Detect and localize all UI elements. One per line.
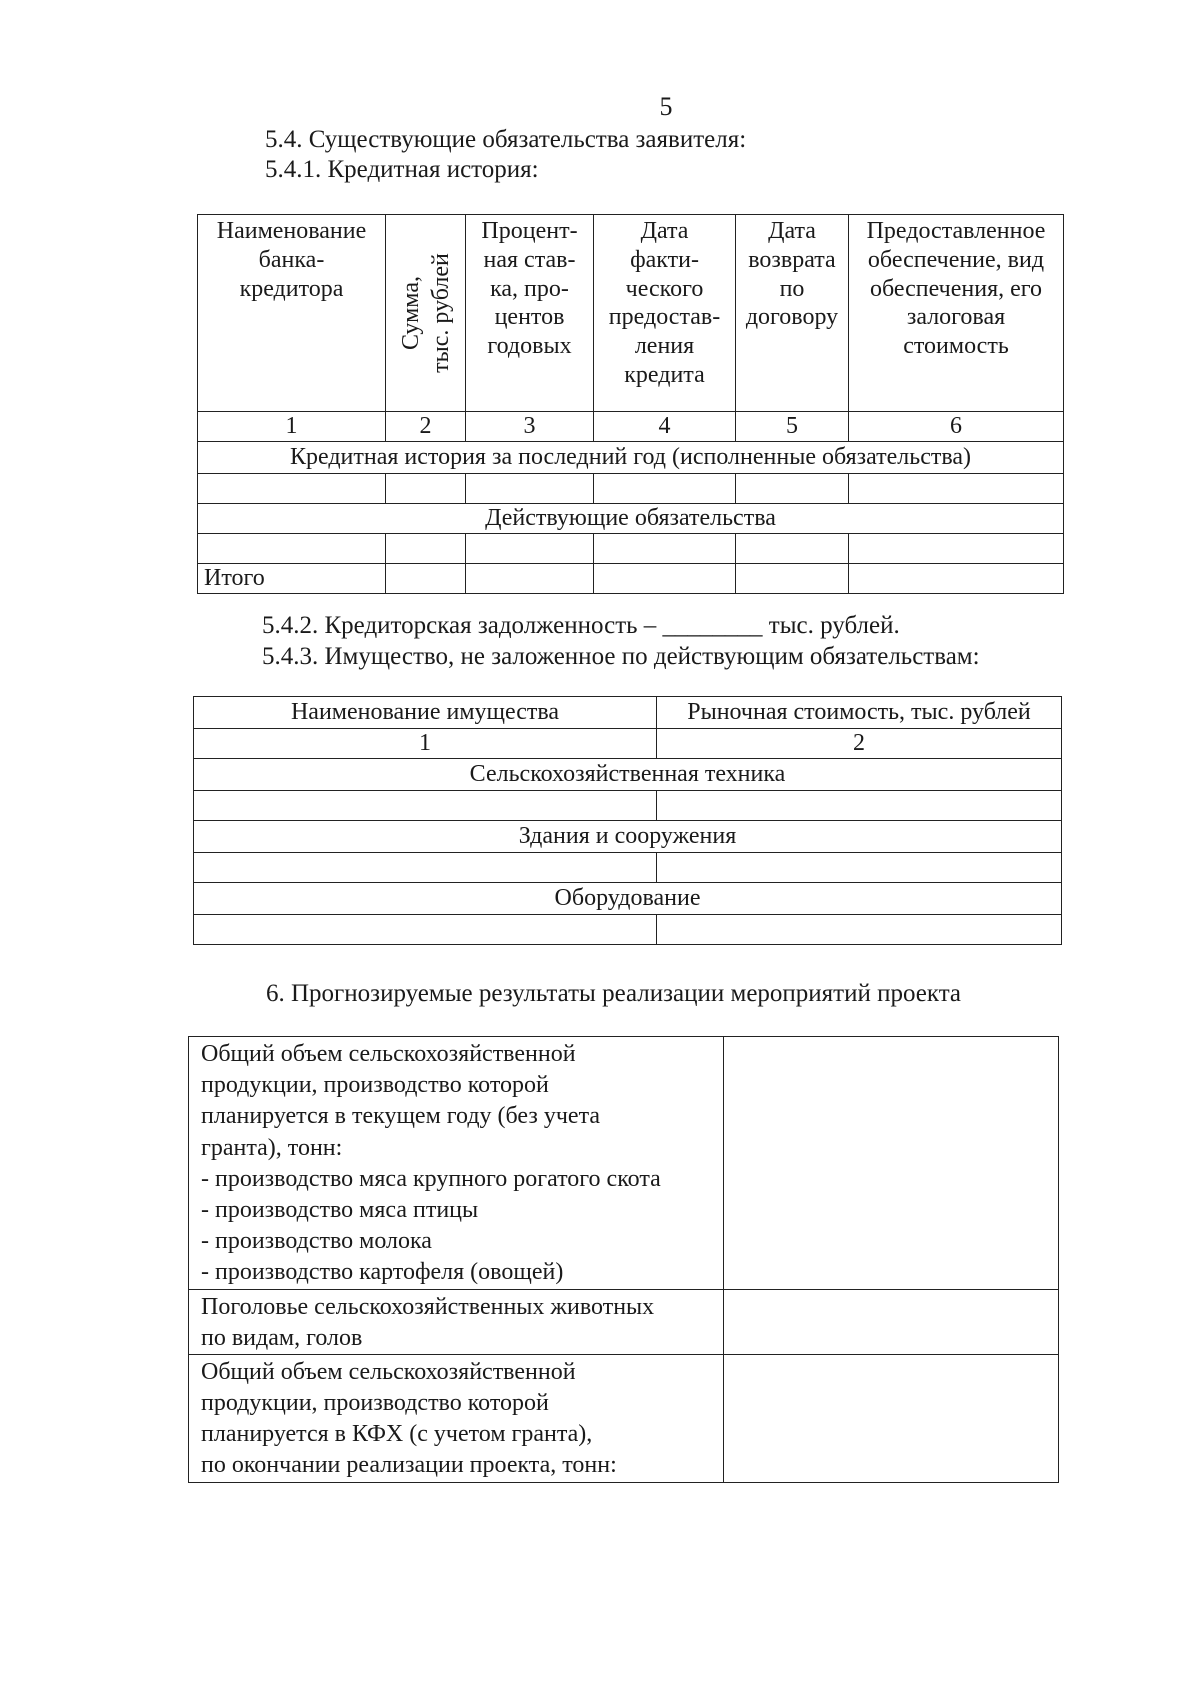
row-current-year-production: Общий объем сельскохозяйственной продукции, производство которой планируется в текущем году (без учета гранта), тонн: - производство мяса крупного рогатого скота - производство мяса птицы - производство молока - производство картофеля (овощей): [189, 1037, 724, 1290]
table-row: [194, 790, 1062, 820]
total-row: [198, 563, 1064, 593]
section-5-4-1-heading: 5.4.1. Кредитная история:: [265, 156, 539, 183]
creditor-debt-line: [262, 612, 900, 640]
section-6-heading: 6. Прогнозируемые результаты реализации мероприятий проекта: [266, 980, 962, 1007]
page-number: 5: [659, 92, 673, 121]
section-equipment: Оборудование: [194, 882, 1062, 914]
column-number-row: [198, 412, 1064, 442]
header-market-value: Рыночная стоимость, тыс. рублей: [657, 697, 1062, 729]
header-bank-name: Наименование банка- кредитора: [198, 215, 386, 412]
creditor-debt-blank: ________: [662, 612, 763, 639]
row-planned-production: Общий объем сельскохозяйственной продукции, производство которой планируется в КФХ (с учетом гранта), по окончании реализации проекта, тонн:: [189, 1354, 724, 1482]
header-sum: Сумма, тыс. рублей: [386, 215, 466, 412]
creditor-debt-label: 5.4.2. Кредиторская задолженность –: [262, 612, 657, 639]
column-number: 2: [657, 729, 1062, 759]
table-row: [198, 473, 1064, 503]
column-number: 4: [594, 412, 736, 442]
section-5-4-heading: 5.4. Существующие обязательства заявителя:: [265, 126, 747, 153]
results-table: [188, 1036, 1059, 1483]
header-interest-rate: Процент- ная став- ка, про- центов годовых: [466, 215, 594, 412]
header-property-name: Наименование имущества: [194, 697, 657, 729]
table-row: [198, 533, 1064, 563]
section-past-obligations: Кредитная история за последний год (исполненные обязательства): [198, 441, 1064, 473]
header-return-date: Дата возврата по договору: [736, 215, 849, 412]
column-number: 1: [194, 729, 657, 759]
column-number: 5: [736, 412, 849, 442]
header-collateral: Предоставленное обеспечение, вид обеспечения, его залоговая стоимость: [849, 215, 1064, 412]
column-number: 6: [849, 412, 1064, 442]
creditor-debt-unit: тыс. рублей.: [768, 612, 900, 639]
table-row: [194, 852, 1062, 882]
table-row: [189, 1289, 1059, 1354]
credit-history-table: [197, 214, 1064, 594]
section-current-obligations: Действующие обязательства: [198, 503, 1064, 533]
table-row: [194, 914, 1062, 944]
column-number: 3: [466, 412, 594, 442]
property-heading: 5.4.3. Имущество, не заложенное по действующим обязательствам:: [262, 643, 980, 670]
column-number: 1: [198, 412, 386, 442]
table-row: [189, 1354, 1059, 1482]
section-buildings: Здания и сооружения: [194, 820, 1062, 852]
table-row: [189, 1037, 1059, 1290]
total-label: Итого: [198, 563, 386, 593]
header-issue-date: Дата факти- ческого предостав- ления кредита: [594, 215, 736, 412]
property-table: [193, 696, 1062, 945]
column-number: 2: [386, 412, 466, 442]
section-agri-machinery: Сельскохозяйственная техника: [194, 758, 1062, 790]
row-livestock: Поголовье сельскохозяйственных животных по видам, голов: [189, 1289, 724, 1354]
